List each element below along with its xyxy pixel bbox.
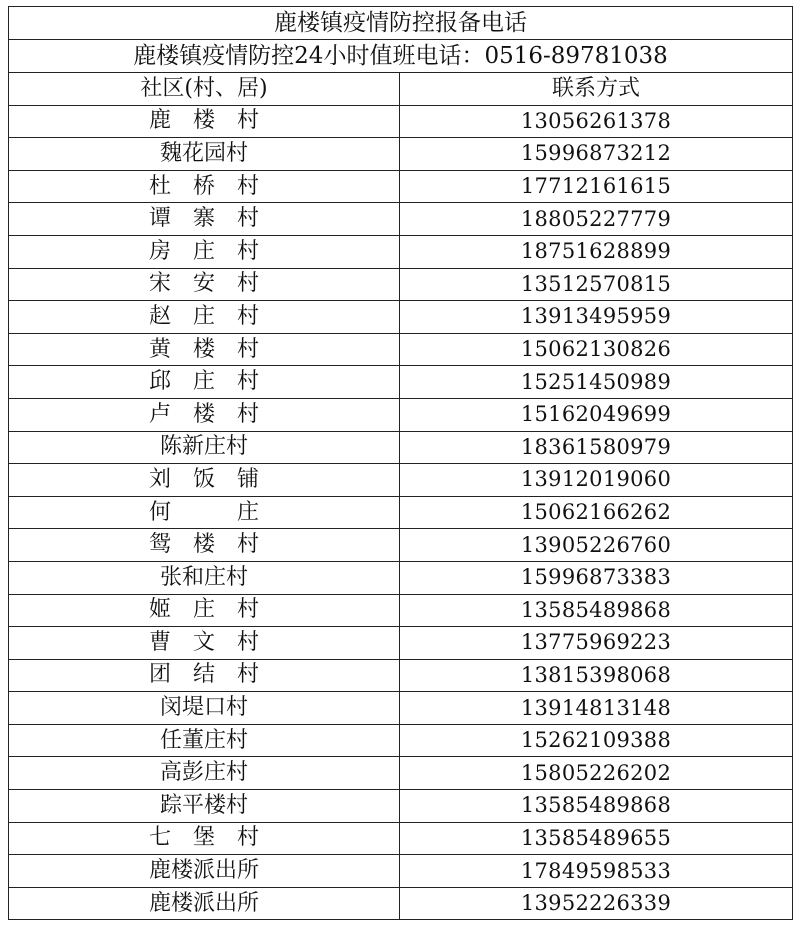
phone-number: 15996873212 xyxy=(400,138,793,171)
table-row xyxy=(9,333,793,366)
phone-number: 13815398068 xyxy=(400,659,793,692)
phone-number: 15996873383 xyxy=(400,561,793,594)
community-name: 鹿 楼 村 xyxy=(9,105,400,138)
phone-number: 15062130826 xyxy=(400,333,793,366)
phone-number: 13913495959 xyxy=(400,301,793,334)
table-row xyxy=(9,398,793,431)
contact-sheet xyxy=(8,6,792,920)
table-row xyxy=(9,627,793,660)
community-name: 高彭庄村 xyxy=(9,757,400,790)
phone-number: 15162049699 xyxy=(400,398,793,431)
table-row xyxy=(9,366,793,399)
community-name: 刘 饭 铺 xyxy=(9,464,400,497)
phone-number: 13585489868 xyxy=(400,790,793,823)
phone-number: 13952226339 xyxy=(400,887,793,920)
phone-number: 15062166262 xyxy=(400,496,793,529)
contact-table-body xyxy=(9,7,793,920)
table-row xyxy=(9,790,793,823)
community-name: 七 堡 村 xyxy=(9,822,400,855)
phone-number: 18361580979 xyxy=(400,431,793,464)
community-name: 黄 楼 村 xyxy=(9,333,400,366)
contact-table xyxy=(8,6,793,920)
phone-number: 18751628899 xyxy=(400,235,793,268)
community-name: 鸳 楼 村 xyxy=(9,529,400,562)
phone-number: 13512570815 xyxy=(400,268,793,301)
table-row xyxy=(9,659,793,692)
phone-number: 17712161615 xyxy=(400,170,793,203)
header-row xyxy=(9,73,793,106)
column-header-contact: 联系方式 xyxy=(400,73,793,106)
community-name: 房 庄 村 xyxy=(9,235,400,268)
phone-number: 17849598533 xyxy=(400,855,793,888)
community-name: 姬 庄 村 xyxy=(9,594,400,627)
table-row xyxy=(9,822,793,855)
table-row xyxy=(9,268,793,301)
community-name: 杜 桥 村 xyxy=(9,170,400,203)
community-name: 团 结 村 xyxy=(9,659,400,692)
table-row xyxy=(9,105,793,138)
community-name: 宋 安 村 xyxy=(9,268,400,301)
community-name: 谭 寨 村 xyxy=(9,203,400,236)
table-row xyxy=(9,594,793,627)
community-name: 鹿楼派出所 xyxy=(9,855,400,888)
hotline-text: 鹿楼镇疫情防控24小时值班电话：0516-89781038 xyxy=(9,40,793,73)
table-row xyxy=(9,561,793,594)
table-row xyxy=(9,529,793,562)
phone-number: 13585489655 xyxy=(400,822,793,855)
hotline-row xyxy=(9,40,793,73)
community-name: 踪平楼村 xyxy=(9,790,400,823)
table-row xyxy=(9,203,793,236)
table-row xyxy=(9,724,793,757)
phone-number: 13585489868 xyxy=(400,594,793,627)
community-name: 邱 庄 村 xyxy=(9,366,400,399)
community-name: 何 庄 xyxy=(9,496,400,529)
community-name: 鹿楼派出所 xyxy=(9,887,400,920)
page-title: 鹿楼镇疫情防控报备电话 xyxy=(9,7,793,40)
table-row xyxy=(9,235,793,268)
phone-number: 13056261378 xyxy=(400,105,793,138)
table-row xyxy=(9,855,793,888)
table-row xyxy=(9,692,793,725)
phone-number: 15805226202 xyxy=(400,757,793,790)
table-row xyxy=(9,138,793,171)
community-name: 任董庄村 xyxy=(9,724,400,757)
community-name: 曹 文 村 xyxy=(9,627,400,660)
community-name: 张和庄村 xyxy=(9,561,400,594)
table-row xyxy=(9,464,793,497)
phone-number: 15262109388 xyxy=(400,724,793,757)
community-name: 闵堤口村 xyxy=(9,692,400,725)
phone-number: 15251450989 xyxy=(400,366,793,399)
phone-number: 13912019060 xyxy=(400,464,793,497)
phone-number: 18805227779 xyxy=(400,203,793,236)
table-row xyxy=(9,496,793,529)
community-name: 陈新庄村 xyxy=(9,431,400,464)
community-name: 赵 庄 村 xyxy=(9,301,400,334)
table-row xyxy=(9,887,793,920)
community-name: 魏花园村 xyxy=(9,138,400,171)
community-name: 卢 楼 村 xyxy=(9,398,400,431)
table-row xyxy=(9,431,793,464)
table-row xyxy=(9,301,793,334)
table-row xyxy=(9,170,793,203)
phone-number: 13905226760 xyxy=(400,529,793,562)
phone-number: 13775969223 xyxy=(400,627,793,660)
table-row xyxy=(9,757,793,790)
column-header-community: 社区(村、居) xyxy=(9,73,400,106)
phone-number: 13914813148 xyxy=(400,692,793,725)
title-row xyxy=(9,7,793,40)
